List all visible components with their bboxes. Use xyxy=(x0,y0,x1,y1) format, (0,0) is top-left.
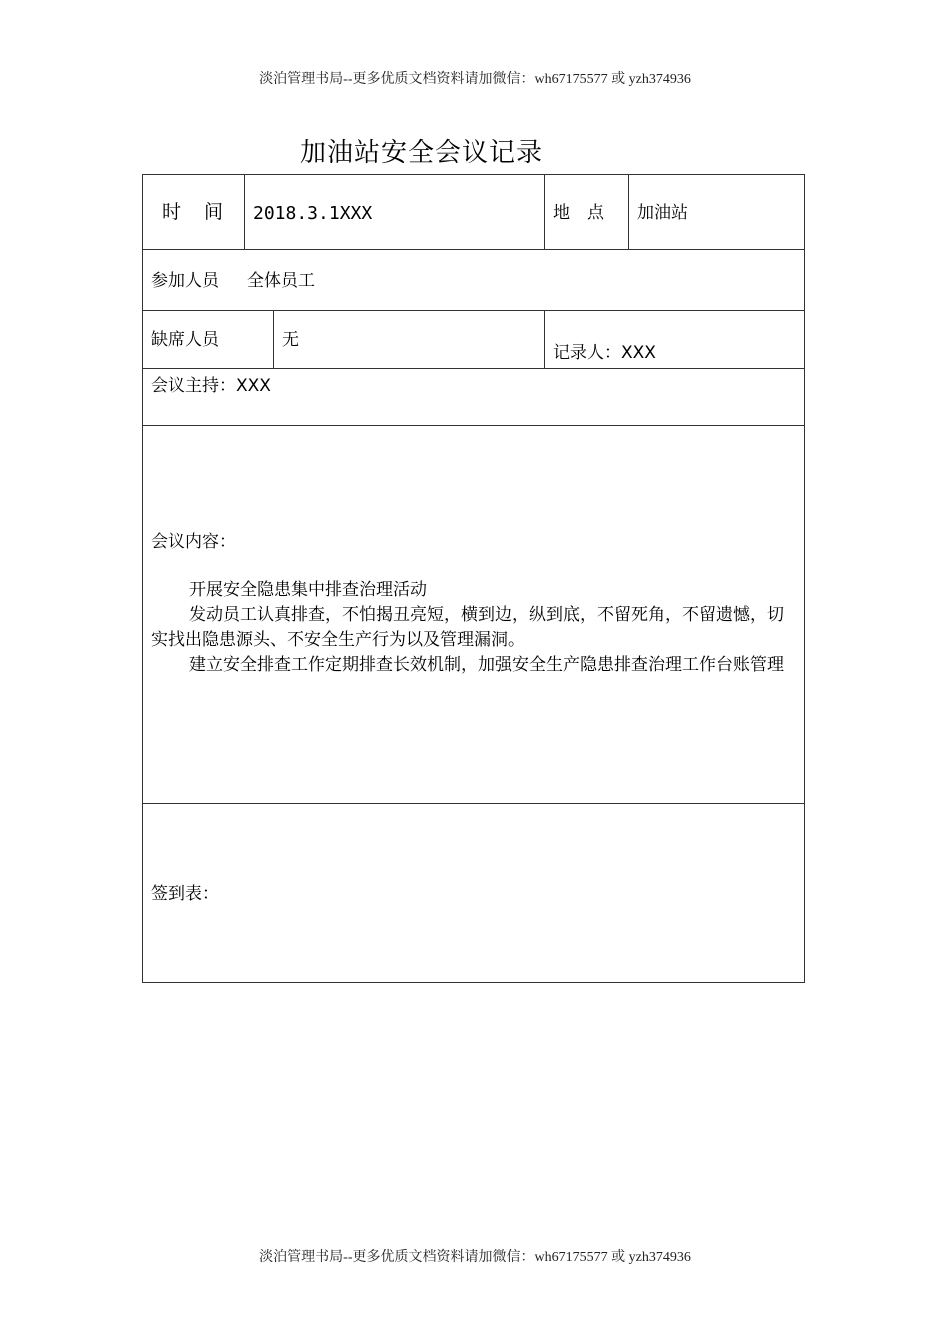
page-footer: 淡泊管理书局--更多优质文档资料请加微信：wh67175577 或 yzh374936 xyxy=(259,1250,691,1265)
row-divider xyxy=(142,249,805,250)
document-title: 加油站安全会议记录 xyxy=(300,138,544,168)
column-divider xyxy=(544,310,545,369)
content-label: 会议内容： xyxy=(151,532,236,552)
row-divider xyxy=(142,368,805,369)
meeting-host: 会议主持：XXX xyxy=(151,376,271,396)
absent-label: 缺席人员 xyxy=(151,330,219,350)
signin-label: 签到表： xyxy=(151,884,219,904)
column-divider xyxy=(273,310,274,369)
column-divider xyxy=(544,174,545,250)
recorder: 记录人：XXX xyxy=(553,343,656,363)
page-header: 淡泊管理书局--更多优质文档资料请加微信：wh67175577 或 yzh374936 xyxy=(259,72,691,87)
row-divider xyxy=(142,425,805,426)
content-paragraph: 开展安全隐患集中排查治理活动 xyxy=(189,580,427,600)
meeting-content xyxy=(151,578,791,678)
column-divider xyxy=(628,174,629,250)
attendees-label: 参加人员 xyxy=(151,271,219,291)
place-value: 加油站 xyxy=(637,203,688,223)
row-divider xyxy=(142,803,805,804)
attendees-value: 全体员工 xyxy=(247,271,315,291)
time-value: 2018.3.1XXX xyxy=(253,203,373,224)
column-divider xyxy=(244,174,245,250)
row-divider xyxy=(142,310,805,311)
place-label: 地 点 xyxy=(553,203,604,223)
time-label: 时 间 xyxy=(162,201,226,223)
content-paragraph: 建立安全排查工作定期排查长效机制，加强安全生产隐患排查治理工作台账管理 xyxy=(189,655,784,675)
content-paragraph: 发动员工认真排查，不怕揭丑亮短，横到边，纵到底，不留死角，不留遗憾，切实找出隐患源头、不安全生产行为以及管理漏洞。 xyxy=(151,605,784,650)
absent-value: 无 xyxy=(282,330,299,350)
